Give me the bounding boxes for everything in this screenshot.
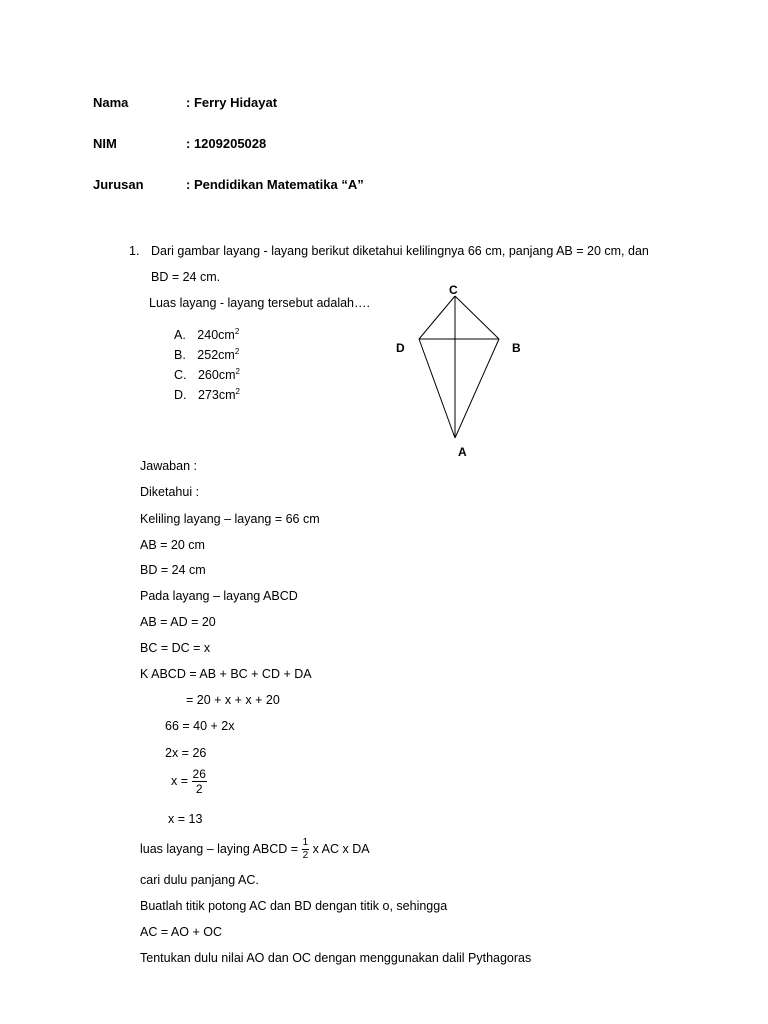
option-d [174, 387, 240, 402]
option-letter: A. [174, 328, 186, 342]
kite-label-d: D [396, 341, 405, 355]
nim-value: : 1209205028 [186, 136, 267, 151]
name-label: Nama [93, 95, 129, 110]
kite-diagram [380, 278, 521, 468]
question-line-2: BD = 24 cm. [151, 270, 221, 284]
answer-line: AC = AO + OC [140, 925, 222, 939]
answer-line: BC = DC = x [140, 641, 211, 655]
formula-prefix: luas layang – laying ABCD = [140, 841, 299, 856]
formula-suffix: x AC x DA [312, 841, 370, 856]
fraction [192, 768, 207, 795]
kite-side-ba [455, 339, 499, 438]
major-value: : Pendidikan Matematika “A” [186, 177, 364, 192]
kite-side-cd [419, 296, 455, 339]
option-letter: B. [174, 348, 186, 362]
option-value: 260cm [197, 368, 236, 382]
option-exponent: 2 [234, 347, 240, 356]
kite-side-da [419, 339, 455, 438]
option-b [174, 347, 239, 362]
fraction-numerator: 26 [192, 767, 206, 781]
known-heading: Diketahui : [140, 485, 200, 499]
option-exponent: 2 [234, 327, 240, 336]
option-value: 240cm [197, 328, 235, 342]
answer-line: = 20 + x + x + 20 [186, 693, 280, 707]
option-letter: D. [174, 388, 187, 402]
fraction-denominator: 2 [195, 782, 203, 796]
answer-line: cari dulu panjang AC. [140, 873, 259, 887]
name-value: : Ferry Hidayat [186, 95, 278, 110]
answer-line: Buatlah titik potong AC dan BD dengan titik o, sehingga [140, 899, 448, 913]
answer-line: Tentukan dulu nilai AO dan OC dengan menggunakan dalil Pythagoras [140, 951, 532, 965]
answer-line: AB = AD = 20 [140, 615, 216, 629]
answer-line: Keliling layang – layang = 66 cm [140, 512, 320, 526]
area-formula-line [140, 838, 370, 861]
option-c [174, 367, 240, 382]
option-a [174, 327, 239, 342]
answer-line: 2x = 26 [165, 746, 207, 760]
major-label: Jurusan [93, 177, 144, 192]
option-exponent: 2 [235, 387, 240, 396]
option-exponent: 2 [235, 367, 240, 376]
fraction-denominator: 2 [302, 850, 309, 861]
question-line-1: Dari gambar layang - layang berikut diketahui kelilingnya 66 cm, panjang AB = 20 cm, dan [151, 244, 649, 258]
kite-label-b: B [512, 341, 521, 355]
kite-side-cb [455, 296, 499, 339]
option-letter: C. [174, 368, 187, 382]
fraction-half [302, 838, 310, 861]
option-value: 273cm [197, 388, 236, 402]
question-number: 1. [129, 244, 140, 258]
nim-label: NIM [93, 136, 117, 151]
kite-label-a: A [458, 445, 467, 459]
option-value: 252cm [197, 348, 235, 362]
answer-line: Pada layang – layang ABCD [140, 589, 298, 603]
answer-fraction-line [171, 768, 207, 795]
answer-line: BD = 24 cm [140, 563, 206, 577]
fraction-prefix: x = [171, 773, 189, 788]
answer-line: x = 13 [168, 812, 203, 826]
fraction-numerator: 1 [302, 837, 309, 848]
question-line-3: Luas layang - layang tersebut adalah…. [149, 296, 370, 310]
kite-label-c: C [449, 283, 458, 297]
answer-line: K ABCD = AB + BC + CD + DA [140, 667, 312, 681]
answer-line: 66 = 40 + 2x [165, 719, 235, 733]
answer-heading: Jawaban : [140, 459, 197, 473]
answer-line: AB = 20 cm [140, 538, 205, 552]
